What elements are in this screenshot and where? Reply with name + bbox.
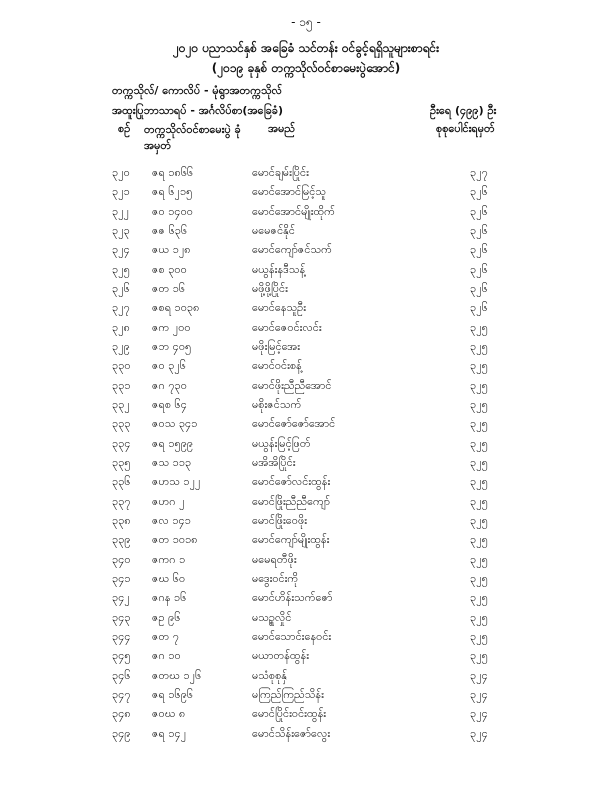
roll-number: ဇဝ ၁၄၀၀ — [152, 204, 193, 218]
roll-number: ဇဝသ ၃၄၁ — [152, 417, 198, 431]
student-name: မောင်အောင်မျိုးထိုက် — [252, 204, 335, 218]
total-marks: ၃၂၅ — [470, 436, 488, 450]
table-row — [0, 531, 612, 550]
total-marks: ၃၂၆ — [470, 301, 488, 315]
total-marks: ၃၂၅ — [470, 533, 488, 547]
table-row — [0, 589, 612, 608]
total-marks: ၃၂၅ — [470, 629, 488, 643]
roll-number: ဇရ ၁၄၂ — [152, 726, 187, 740]
student-name: မောင်ဖြိုးဝေဖိုး — [252, 513, 308, 527]
header-total-marks: စုစုပေါင်းရမှတ် — [436, 122, 495, 135]
table-row — [0, 415, 612, 434]
student-name: မောင်ဇေဝင်းလင်း — [252, 320, 322, 334]
roll-number: ဇကဂ ၁ — [152, 552, 186, 566]
row-number: ၃၃၀ — [112, 359, 131, 373]
row-number: ၃၄၁ — [112, 571, 131, 585]
roll-number: ဇဟဂ ၂ — [152, 494, 185, 508]
student-name: မောင်ပြိုင်းဝင်းထွန်း — [252, 707, 327, 721]
header-roll-number: တက္ကသိုလ်ဝင်စာမေးပွဲ ခုံအမှတ် — [144, 123, 241, 152]
total-marks: ၃၂၆ — [470, 243, 488, 257]
table-row — [0, 280, 612, 299]
student-name: မောင်အောင်မြင့်သူ — [252, 185, 327, 199]
table-row — [0, 377, 612, 396]
student-name: မောင်ဖိုးညီညီအောင် — [252, 378, 332, 392]
row-number: ၃၄၇ — [112, 687, 131, 701]
total-marks: ၃၂၄ — [470, 687, 488, 701]
row-number: ၃၂၄ — [112, 243, 130, 257]
row-number: ၃၄၉ — [112, 726, 131, 740]
student-name: မယွန်းနဒီသန့် — [252, 262, 306, 276]
row-number: ၃၃၆ — [112, 475, 131, 489]
student-name: မောင်ဝင်းစန့် — [252, 359, 302, 373]
total-marks: ၃၂၆ — [470, 223, 488, 237]
roll-number: ဇရ ၁၆၉၆ — [152, 687, 194, 701]
row-number: ၃၂၆ — [112, 281, 130, 295]
table-row — [0, 512, 612, 531]
student-name: မသံစုစုနှ် — [252, 668, 287, 682]
table-row — [0, 357, 612, 376]
roll-number: ဇဝ ၃၂၆ — [152, 359, 186, 373]
row-number: ၃၃၉ — [112, 533, 131, 547]
table-row — [0, 725, 612, 744]
total-marks: ၃၂၅ — [470, 610, 488, 624]
document-subtitle: (၂၀၁၉ ခုနှစ် တက္ကသိုလ်ဝင်စာမေးပွဲအောင်) — [211, 61, 401, 75]
roll-number: ဇတဃ ၁၂၆ — [152, 668, 202, 682]
roll-number: ဇလ ၁၄၁ — [152, 513, 191, 527]
student-name: မသဥ္စလှိုင် — [252, 610, 292, 624]
roll-number: ဇဘ ၄၀၅ — [152, 339, 192, 353]
student-name: မမေဇင်နိုင် — [252, 223, 295, 237]
table-row — [0, 609, 612, 628]
total-marks: ၃၂၅ — [470, 320, 488, 334]
table-row — [0, 203, 612, 222]
row-number: ၃၄၀ — [112, 552, 131, 566]
row-number: ၃၃၇ — [112, 494, 131, 508]
student-name: မောင်ဇော်ဇော်အောင် — [252, 417, 336, 431]
table-row — [0, 396, 612, 415]
student-name: မောင်ကျော်မျိုးထွန်း — [252, 533, 330, 547]
table-row — [0, 551, 612, 570]
total-marks: ၃၂၅ — [470, 339, 488, 353]
table-row — [0, 454, 612, 473]
total-marks: ၃၂၆ — [470, 185, 488, 199]
roll-number: ဇရစ ၆၄ — [152, 397, 187, 411]
student-name: မောင်ချမ်းပြိုင်း — [252, 166, 309, 179]
roll-number: ဇဂ ၁၀ — [152, 649, 181, 663]
table-row — [0, 222, 612, 241]
total-marks: ၃၂၄ — [470, 707, 488, 721]
total-marks: ၃၂၆ — [470, 281, 488, 295]
total-marks: ၃၂၄ — [470, 726, 488, 740]
row-number: ၃၂၁ — [112, 185, 130, 199]
student-name: မောင်ဖြိုးညီညီကျော် — [252, 494, 331, 508]
roll-number: ဇရ ၆၂၁၅ — [152, 185, 193, 199]
roll-number: ဇဇ ၆၃၆ — [152, 223, 188, 237]
student-name: မဖိုးမြင့်အေး — [252, 339, 301, 353]
document-title: ၂၀၂၀ ပညာသင်နှစ် အခြေခံ သင်တန်း ဝင်ခွင့်ရရှိသူများစာရင်း — [172, 41, 440, 55]
total-marks: ၃၂၅ — [470, 359, 488, 373]
total-marks: ၃၂၆ — [470, 262, 488, 276]
roll-number: ဇစ ၃၀၀ — [152, 262, 187, 276]
row-number: ၃၄၂ — [112, 591, 130, 605]
student-name: မယွန်းမြင့်ဖြတ် — [252, 436, 311, 450]
table-row — [0, 647, 612, 666]
roll-number: ဇရ ၁၅၉၉ — [152, 436, 194, 450]
row-number: ၃၄၄ — [112, 629, 131, 643]
roll-number: ဇတ ၁၀၁၈ — [152, 533, 198, 547]
student-name: မအိအိပြိုင်း — [252, 455, 296, 469]
student-count: ဦးရေ (၄၉၉) ဦး — [430, 104, 497, 117]
student-name: မောင်ကျော်ဇင်သက် — [252, 243, 332, 257]
table-row — [0, 667, 612, 686]
student-name: မကြည်ကြည်သိန်း — [252, 687, 324, 701]
row-number: ၃၃၃ — [112, 417, 131, 431]
table-row — [0, 183, 612, 202]
total-marks: ၃၂၅ — [470, 475, 488, 489]
row-number: ၃၂၅ — [112, 262, 130, 276]
table-row — [0, 299, 612, 318]
row-number: ၃၄၅ — [112, 649, 131, 663]
student-name: မဖို့ဖို့ပြိုင်း — [252, 281, 288, 295]
table-row — [0, 164, 612, 183]
total-marks: ၃၂၅ — [470, 397, 488, 411]
row-number: ၃၂၉ — [112, 339, 130, 353]
student-name: မောင်သောင်းနေဝင်း — [252, 629, 332, 643]
table-row — [0, 493, 612, 512]
table-row — [0, 686, 612, 705]
total-marks: ၃၂၅ — [470, 591, 488, 605]
total-marks: ၃၂၅ — [470, 494, 488, 508]
total-marks: ၃၂၄ — [470, 668, 488, 682]
row-number: ၃၂၀ — [112, 166, 130, 179]
roll-number: ဇဟသ ၁၂၂ — [152, 475, 201, 489]
table-row — [0, 705, 612, 724]
total-marks: ၃၂၆ — [470, 204, 488, 218]
total-marks: ၃၂၇ — [470, 166, 488, 179]
total-marks: ၃၂၅ — [470, 513, 488, 527]
roll-number: ဇက ၂၀၀ — [152, 320, 191, 334]
subject-line: အထူးပြုဘာသာရပ် - အင်္ဂလိပ်စာ(အခြေခံ) — [112, 104, 283, 117]
row-number: ၃၂၃ — [112, 223, 130, 237]
total-marks: ၃၂၅ — [470, 455, 488, 469]
total-marks: ၃၂၅ — [470, 417, 488, 431]
row-number: ၃၃၁ — [112, 378, 131, 392]
student-name: မစိုးဇင်သက် — [252, 397, 302, 411]
roll-number: ဇတ ၁၆ — [152, 281, 186, 295]
table-row — [0, 241, 612, 260]
row-number: ၃၃၅ — [112, 455, 131, 469]
university-line: တက္ကသိုလ်/ ကောလိပ် - မုံရွာအတက္ကသိုလ် — [112, 84, 282, 97]
roll-number: ဇဂ ၇၃၀ — [152, 378, 187, 392]
table-row — [0, 628, 612, 647]
roll-number: ဇဃ ၆၀ — [152, 571, 186, 585]
roll-number: ဇရ ၁၈၆၆ — [152, 166, 194, 179]
table-row — [0, 570, 612, 589]
total-marks: ၃၂၅ — [470, 378, 488, 392]
student-name: မောင်ဟိန်းသက်ဇော် — [252, 591, 333, 605]
student-name: မဒွေးဝင်းကို — [252, 571, 299, 585]
header-number: စဉ် — [118, 122, 131, 135]
student-name: မောင်ဇော်လင်းထွန်း — [252, 475, 331, 489]
roll-number: ဇဂန ၁၆ — [152, 591, 187, 605]
row-number: ၃၂၂ — [112, 204, 129, 218]
row-number: ၃၃၄ — [112, 436, 131, 450]
student-name: မမေရတီဖိုး — [252, 552, 297, 566]
roll-number: ဇဥ ၉၆ — [152, 610, 181, 624]
total-marks: ၃၂၅ — [470, 571, 488, 585]
student-name: မောင်သိန်းဇော်လွေး — [252, 726, 331, 740]
row-number: ၃၃၂ — [112, 397, 130, 411]
row-number: ၃၂၇ — [112, 301, 130, 315]
row-number: ၃၄၃ — [112, 610, 131, 624]
page-number: - ၁၅ - — [291, 15, 321, 29]
header-name: အမည် — [268, 122, 296, 135]
student-name: မောင်နေသူဦး — [252, 301, 307, 315]
student-name: မယာတန်ထွန်း — [252, 649, 310, 663]
table-row — [0, 261, 612, 280]
table-row — [0, 338, 612, 357]
roll-number: ဇစရ ၁၀၃၈ — [152, 301, 200, 315]
roll-number: ဇဝဃ ၈ — [152, 707, 186, 721]
total-marks: ၃၂၅ — [470, 552, 488, 566]
roll-number: ဇယ ၁၂၈ — [152, 243, 191, 257]
row-number: ၃၃၈ — [112, 513, 131, 527]
row-number: ၃၄၈ — [112, 707, 131, 721]
row-number: ၃၄၆ — [112, 668, 131, 682]
results-list — [0, 164, 612, 744]
roll-number: ဇသ ၁၁၃ — [152, 455, 192, 469]
table-row — [0, 319, 612, 338]
table-row — [0, 473, 612, 492]
table-row — [0, 435, 612, 454]
roll-number: ဇတ ၇ — [152, 629, 179, 643]
row-number: ၃၂၈ — [112, 320, 130, 334]
total-marks: ၃၂၅ — [470, 649, 488, 663]
